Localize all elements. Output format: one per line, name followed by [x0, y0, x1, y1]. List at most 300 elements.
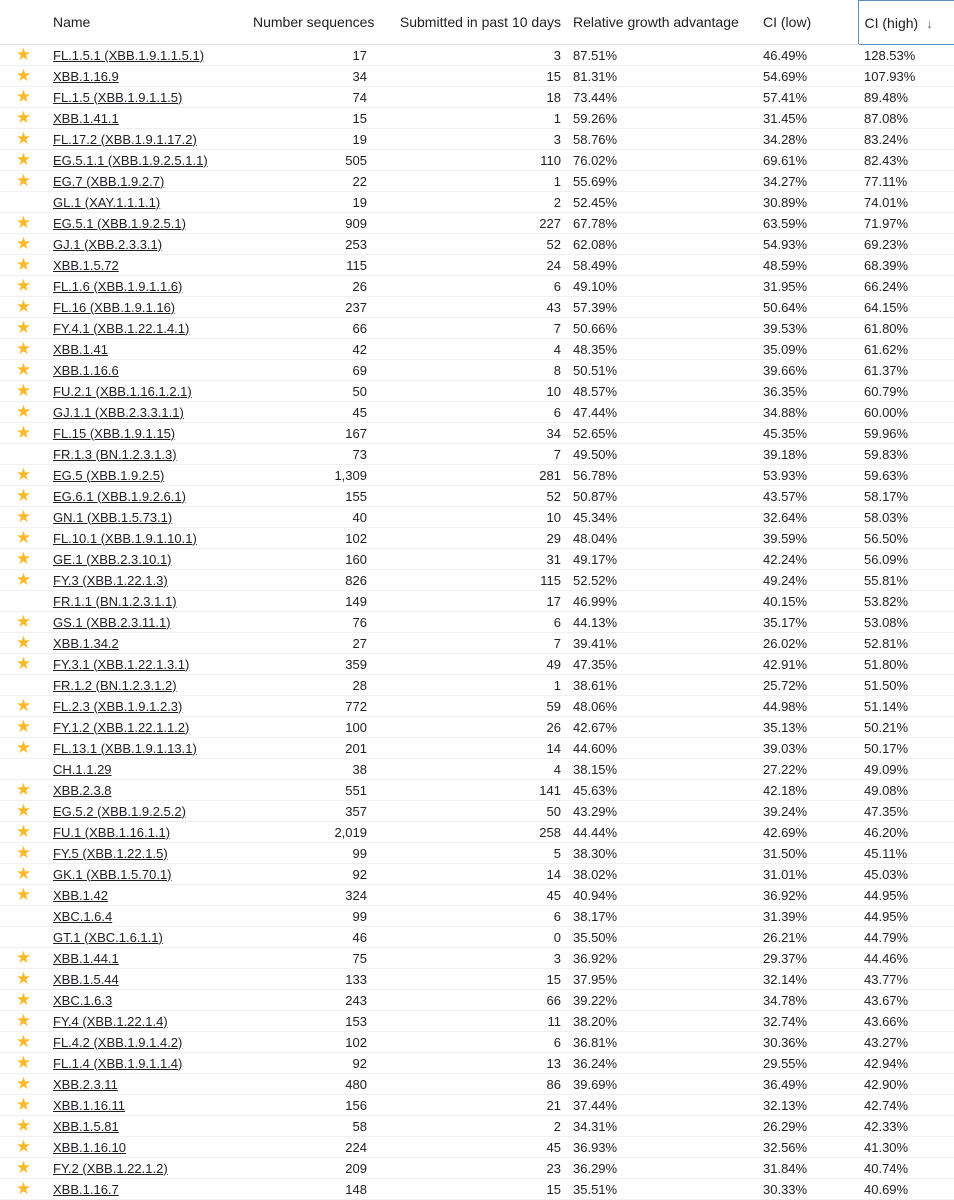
table-row[interactable] [0, 885, 954, 906]
star-icon[interactable]: ★ [15, 570, 32, 589]
star-cell[interactable] [0, 1158, 47, 1179]
variant-name-link[interactable]: XBB.1.16.10 [53, 1139, 126, 1155]
variant-name-link[interactable]: EG.5.1.1 (XBB.1.9.2.5.1.1) [53, 152, 208, 168]
star-cell[interactable] [0, 423, 47, 444]
table-row[interactable] [0, 549, 954, 570]
star-cell[interactable] [0, 1095, 47, 1116]
header-submitted[interactable]: Submitted in past 10 days [373, 1, 567, 45]
star-icon[interactable]: ★ [15, 885, 32, 904]
table-row[interactable] [0, 738, 954, 759]
variant-name-cell [47, 717, 247, 738]
star-icon[interactable]: ★ [15, 255, 32, 274]
arrow-down-icon[interactable]: ↓ [926, 15, 933, 31]
table-row[interactable] [0, 1137, 954, 1158]
variant-name-link[interactable]: FL.1.4 (XBB.1.9.1.1.4) [53, 1055, 183, 1071]
star-cell[interactable] [0, 318, 47, 339]
star-cell[interactable] [0, 549, 47, 570]
variant-name-link[interactable]: FY.4.1 (XBB.1.22.1.4.1) [53, 320, 190, 336]
star-cell[interactable] [0, 360, 47, 381]
variant-name-link[interactable]: XBC.1.6.4 [53, 908, 113, 924]
variant-name-link[interactable]: FL.2.3 (XBB.1.9.1.2.3) [53, 698, 183, 714]
table-row[interactable] [0, 360, 954, 381]
ci-high-cell: 58.03% [858, 507, 954, 528]
submitted-cell: 10 [373, 507, 567, 528]
ci-low-cell: 57.41% [757, 87, 858, 108]
growth-cell: 40.94% [567, 885, 757, 906]
growth-cell: 49.17% [567, 549, 757, 570]
table-row[interactable] [0, 696, 954, 717]
star-cell[interactable] [0, 507, 47, 528]
variant-name-link[interactable]: XBB.1.5.72 [53, 257, 119, 273]
variant-name-link[interactable]: FL.16 (XBB.1.9.1.16) [53, 299, 176, 315]
star-icon[interactable]: ★ [15, 780, 32, 799]
submitted-cell: 5 [373, 843, 567, 864]
table-row[interactable] [0, 612, 954, 633]
growth-cell: 39.22% [567, 990, 757, 1011]
star-cell[interactable] [0, 192, 47, 213]
growth-cell: 57.39% [567, 297, 757, 318]
ci-low-cell: 25.72% [757, 675, 858, 696]
table-row[interactable] [0, 1074, 954, 1095]
growth-cell: 81.31% [567, 66, 757, 87]
star-icon[interactable]: ★ [15, 276, 32, 295]
ci-low-cell: 32.14% [757, 969, 858, 990]
star-icon[interactable]: ★ [15, 108, 32, 127]
table-row[interactable] [0, 234, 954, 255]
growth-cell: 52.52% [567, 570, 757, 591]
variant-name-link[interactable]: FL.1.5 (XBB.1.9.1.1.5) [53, 89, 183, 105]
variant-name-link[interactable]: XBC.1.6.3 [53, 992, 113, 1008]
submitted-cell: 14 [373, 738, 567, 759]
star-cell[interactable] [0, 1179, 47, 1200]
table-row[interactable] [0, 465, 954, 486]
table-row[interactable] [0, 297, 954, 318]
variant-name-link[interactable]: FU.2.1 (XBB.1.16.1.2.1) [53, 383, 192, 399]
variant-name-link[interactable]: FR.1.1 (BN.1.2.3.1.1) [53, 593, 177, 609]
variant-name-link[interactable]: GE.1 (XBB.2.3.10.1) [53, 551, 172, 567]
number-sequences-cell: 201 [247, 738, 373, 759]
variant-name-link[interactable]: XBB.2.3.8 [53, 782, 112, 798]
table-row[interactable] [0, 318, 954, 339]
star-icon[interactable]: ★ [15, 1011, 32, 1030]
submitted-cell: 15 [373, 66, 567, 87]
star-cell[interactable] [0, 171, 47, 192]
number-sequences-cell: 66 [247, 318, 373, 339]
variant-name-link[interactable]: FY.4 (XBB.1.22.1.4) [53, 1013, 168, 1029]
number-sequences-cell: 69 [247, 360, 373, 381]
star-cell[interactable] [0, 87, 47, 108]
star-icon[interactable]: ★ [15, 717, 32, 736]
star-icon[interactable]: ★ [15, 1032, 32, 1051]
variant-name-link[interactable]: FY.2 (XBB.1.22.1.2) [53, 1160, 168, 1176]
variant-name-link[interactable]: GS.1 (XBB.2.3.11.1) [53, 614, 171, 630]
ci-low-cell: 27.22% [757, 759, 858, 780]
variant-name-cell [47, 276, 247, 297]
table-row[interactable] [0, 843, 954, 864]
star-icon[interactable]: ★ [15, 948, 32, 967]
table-row[interactable] [0, 129, 954, 150]
star-cell[interactable] [0, 822, 47, 843]
table-row[interactable] [0, 87, 954, 108]
ci-low-cell: 31.01% [757, 864, 858, 885]
variant-name-link[interactable]: FL.1.6 (XBB.1.9.1.1.6) [53, 278, 183, 294]
header-ci-low[interactable]: CI (low) [757, 1, 858, 45]
variant-name-cell [47, 87, 247, 108]
star-cell[interactable] [0, 297, 47, 318]
star-icon[interactable]: ★ [15, 1095, 32, 1114]
star-icon[interactable]: ★ [15, 864, 32, 883]
table-row[interactable] [0, 759, 954, 780]
star-icon[interactable]: ★ [15, 45, 32, 64]
variant-name-link[interactable]: FY.5 (XBB.1.22.1.5) [53, 845, 168, 861]
variant-name-link[interactable]: XBB.1.16.7 [53, 1181, 119, 1197]
star-icon[interactable]: ★ [15, 87, 32, 106]
number-sequences-cell: 22 [247, 171, 373, 192]
ci-high-cell: 61.80% [858, 318, 954, 339]
ci-high-cell: 128.53% [858, 45, 954, 66]
star-cell[interactable] [0, 45, 47, 66]
variant-name-link[interactable]: GN.1 (XBB.1.5.73.1) [53, 509, 173, 525]
variant-name-cell [47, 675, 247, 696]
star-cell[interactable] [0, 738, 47, 759]
star-cell[interactable] [0, 759, 47, 780]
ci-low-cell: 46.49% [757, 45, 858, 66]
star-icon[interactable]: ★ [15, 318, 32, 337]
submitted-cell: 2 [373, 192, 567, 213]
star-cell[interactable] [0, 486, 47, 507]
star-cell[interactable] [0, 675, 47, 696]
star-cell[interactable] [0, 717, 47, 738]
star-cell[interactable] [0, 150, 47, 171]
star-icon[interactable]: ★ [15, 549, 32, 568]
variant-name-link[interactable]: FL.10.1 (XBB.1.9.1.10.1) [53, 530, 197, 546]
star-icon[interactable]: ★ [15, 801, 32, 820]
star-icon[interactable]: ★ [15, 486, 32, 505]
star-cell[interactable] [0, 66, 47, 87]
submitted-cell: 6 [373, 906, 567, 927]
star-cell[interactable] [0, 1074, 47, 1095]
variant-name-link[interactable]: FL.4.2 (XBB.1.9.1.4.2) [53, 1034, 183, 1050]
variant-name-link[interactable]: GJ.1.1 (XBB.2.3.3.1.1) [53, 404, 184, 420]
variant-name-link[interactable]: XBB.1.41.1 [53, 110, 119, 126]
star-cell[interactable] [0, 402, 47, 423]
submitted-cell: 23 [373, 1158, 567, 1179]
star-icon[interactable]: ★ [15, 654, 32, 673]
table-row[interactable] [0, 381, 954, 402]
number-sequences-cell: 324 [247, 885, 373, 906]
ci-low-cell: 36.49% [757, 1074, 858, 1095]
ci-low-cell: 34.88% [757, 402, 858, 423]
variant-name-link[interactable]: XBB.1.42 [53, 887, 108, 903]
star-cell[interactable] [0, 801, 47, 822]
table-row[interactable] [0, 402, 954, 423]
star-icon[interactable]: ★ [15, 297, 32, 316]
table-row[interactable] [0, 654, 954, 675]
variant-name-link[interactable]: EG.5 (XBB.1.9.2.5) [53, 467, 165, 483]
variant-name-link[interactable]: GJ.1 (XBB.2.3.3.1) [53, 236, 163, 252]
table-row[interactable] [0, 150, 954, 171]
star-cell[interactable] [0, 1032, 47, 1053]
submitted-cell: 7 [373, 444, 567, 465]
star-cell[interactable] [0, 108, 47, 129]
variant-name-link[interactable]: FU.1 (XBB.1.16.1.1) [53, 824, 171, 840]
table-row[interactable] [0, 591, 954, 612]
star-icon[interactable]: ★ [15, 402, 32, 421]
star-cell[interactable] [0, 948, 47, 969]
star-cell[interactable] [0, 654, 47, 675]
star-icon[interactable]: ★ [15, 339, 32, 358]
table-row[interactable] [0, 801, 954, 822]
variant-name-link[interactable]: EG.5.2 (XBB.1.9.2.5.2) [53, 803, 186, 819]
star-cell[interactable] [0, 990, 47, 1011]
variant-name-cell [47, 192, 247, 213]
star-cell[interactable] [0, 276, 47, 297]
table-row[interactable] [0, 948, 954, 969]
star-cell[interactable] [0, 1137, 47, 1158]
ci-high-cell: 45.03% [858, 864, 954, 885]
variant-name-link[interactable]: FR.1.2 (BN.1.2.3.1.2) [53, 677, 177, 693]
number-sequences-cell: 19 [247, 129, 373, 150]
star-icon[interactable]: ★ [15, 171, 32, 190]
variant-name-link[interactable]: GK.1 (XBB.1.5.70.1) [53, 866, 172, 882]
table-row[interactable] [0, 927, 954, 948]
star-cell[interactable] [0, 885, 47, 906]
star-cell[interactable] [0, 234, 47, 255]
star-cell[interactable] [0, 1116, 47, 1137]
variant-name-link[interactable]: FL.17.2 (XBB.1.9.1.17.2) [53, 131, 197, 147]
variant-name-link[interactable]: CH.1.1.29 [53, 761, 112, 777]
star-icon[interactable]: ★ [15, 150, 32, 169]
variant-name-link[interactable]: XBB.1.5.81 [53, 1118, 119, 1134]
ci-low-cell: 39.18% [757, 444, 858, 465]
star-cell[interactable] [0, 612, 47, 633]
variant-name-link[interactable]: FY.3.1 (XBB.1.22.1.3.1) [53, 656, 190, 672]
submitted-cell: 43 [373, 297, 567, 318]
ci-high-cell: 60.00% [858, 402, 954, 423]
table-row[interactable] [0, 1179, 954, 1200]
growth-cell: 47.35% [567, 654, 757, 675]
star-cell[interactable] [0, 780, 47, 801]
star-cell[interactable] [0, 1053, 47, 1074]
variant-name-link[interactable]: EG.7 (XBB.1.9.2.7) [53, 173, 165, 189]
number-sequences-cell: 74 [247, 87, 373, 108]
table-row[interactable] [0, 339, 954, 360]
table-row[interactable] [0, 276, 954, 297]
table-row[interactable] [0, 675, 954, 696]
submitted-cell: 52 [373, 234, 567, 255]
star-icon[interactable]: ★ [15, 507, 32, 526]
growth-cell: 50.87% [567, 486, 757, 507]
growth-cell: 38.17% [567, 906, 757, 927]
star-icon[interactable]: ★ [15, 1158, 32, 1177]
ci-high-cell: 51.50% [858, 675, 954, 696]
ci-high-cell: 43.77% [858, 969, 954, 990]
star-icon[interactable]: ★ [15, 234, 32, 253]
table-row[interactable] [0, 570, 954, 591]
variant-name-cell [47, 318, 247, 339]
table-row[interactable] [0, 255, 954, 276]
variant-name-link[interactable]: XBB.2.3.11 [53, 1076, 118, 1092]
star-cell[interactable] [0, 1011, 47, 1032]
variant-name-link[interactable]: EG.5.1 (XBB.1.9.2.5.1) [53, 215, 186, 231]
variant-name-link[interactable]: FY.3 (XBB.1.22.1.3) [53, 572, 168, 588]
star-icon[interactable]: ★ [15, 528, 32, 547]
table-row[interactable] [0, 45, 954, 66]
star-icon[interactable]: ★ [15, 213, 32, 232]
header-number-sequences[interactable]: Number sequences [247, 1, 373, 45]
header-name[interactable]: Name [47, 1, 247, 45]
submitted-cell: 0 [373, 927, 567, 948]
ci-high-cell: 82.43% [858, 150, 954, 171]
variant-name-link[interactable]: XBB.1.41 [53, 341, 108, 357]
table-row[interactable] [0, 66, 954, 87]
star-cell[interactable] [0, 339, 47, 360]
variant-name-link[interactable]: FR.1.3 (BN.1.2.3.1.3) [53, 446, 177, 462]
variant-name-link[interactable]: XBB.1.16.9 [53, 68, 119, 84]
star-cell[interactable] [0, 906, 47, 927]
star-cell[interactable] [0, 633, 47, 654]
ci-high-cell: 43.66% [858, 1011, 954, 1032]
table-row[interactable] [0, 822, 954, 843]
submitted-cell: 227 [373, 213, 567, 234]
star-cell[interactable] [0, 696, 47, 717]
table-row[interactable] [0, 213, 954, 234]
number-sequences-cell: 75 [247, 948, 373, 969]
table-row[interactable] [0, 444, 954, 465]
table-row[interactable] [0, 780, 954, 801]
star-icon[interactable]: ★ [15, 129, 32, 148]
star-cell[interactable] [0, 465, 47, 486]
star-icon[interactable]: ★ [15, 66, 32, 85]
star-cell[interactable] [0, 927, 47, 948]
star-icon[interactable]: ★ [15, 969, 32, 988]
header-growth[interactable]: Relative growth advantage [567, 1, 757, 45]
submitted-cell: 141 [373, 780, 567, 801]
ci-high-cell: 74.01% [858, 192, 954, 213]
ci-high-cell: 45.11% [858, 843, 954, 864]
star-cell[interactable] [0, 129, 47, 150]
star-icon[interactable]: ★ [15, 1053, 32, 1072]
star-icon[interactable]: ★ [15, 360, 32, 379]
table-row[interactable] [0, 171, 954, 192]
header-ci-high[interactable]: CI (high) ↓ [858, 1, 954, 45]
growth-cell: 48.57% [567, 381, 757, 402]
submitted-cell: 34 [373, 423, 567, 444]
ci-low-cell: 40.15% [757, 591, 858, 612]
star-icon[interactable]: ★ [15, 612, 32, 631]
star-icon[interactable]: ★ [15, 1179, 32, 1198]
number-sequences-cell: 551 [247, 780, 373, 801]
star-cell[interactable] [0, 591, 47, 612]
submitted-cell: 21 [373, 1095, 567, 1116]
variant-name-link[interactable]: XBB.1.5.44 [53, 971, 119, 987]
star-icon[interactable]: ★ [15, 633, 32, 652]
star-cell[interactable] [0, 528, 47, 549]
variant-name-link[interactable]: XBB.1.16.11 [53, 1097, 126, 1113]
star-cell[interactable] [0, 843, 47, 864]
star-cell[interactable] [0, 864, 47, 885]
star-icon[interactable]: ★ [15, 843, 32, 862]
table-row[interactable] [0, 864, 954, 885]
ci-low-cell: 44.98% [757, 696, 858, 717]
variant-name-cell [47, 234, 247, 255]
number-sequences-cell: 38 [247, 759, 373, 780]
star-icon[interactable]: ★ [15, 381, 32, 400]
star-icon[interactable]: ★ [15, 696, 32, 715]
growth-cell: 38.20% [567, 1011, 757, 1032]
table-row[interactable] [0, 192, 954, 213]
number-sequences-cell: 99 [247, 906, 373, 927]
star-cell[interactable] [0, 444, 47, 465]
variant-name-link[interactable]: FL.15 (XBB.1.9.1.15) [53, 425, 176, 441]
table-row[interactable] [0, 1095, 954, 1116]
variant-name-link[interactable]: XBB.1.34.2 [53, 635, 119, 651]
number-sequences-cell: 357 [247, 801, 373, 822]
star-cell[interactable] [0, 255, 47, 276]
ci-low-cell: 50.64% [757, 297, 858, 318]
star-cell[interactable] [0, 213, 47, 234]
table-row[interactable] [0, 423, 954, 444]
star-cell[interactable] [0, 570, 47, 591]
table-row[interactable] [0, 633, 954, 654]
star-icon[interactable]: ★ [15, 990, 32, 1009]
table-row[interactable] [0, 1158, 954, 1179]
star-icon[interactable]: ★ [15, 465, 32, 484]
star-cell[interactable] [0, 969, 47, 990]
ci-high-cell: 40.69% [858, 1179, 954, 1200]
table-row[interactable] [0, 528, 954, 549]
table-row[interactable] [0, 507, 954, 528]
variant-name-cell [47, 1095, 247, 1116]
star-icon[interactable]: ★ [15, 1137, 32, 1156]
variant-name-link[interactable]: FL.1.5.1 (XBB.1.9.1.1.5.1) [53, 47, 205, 63]
variant-name-link[interactable]: XBB.1.44.1 [53, 950, 119, 966]
star-icon[interactable]: ★ [15, 738, 32, 757]
ci-high-cell: 89.48% [858, 87, 954, 108]
variant-name-link[interactable]: FY.1.2 (XBB.1.22.1.1.2) [53, 719, 190, 735]
table-row[interactable] [0, 1116, 954, 1137]
variant-name-link[interactable]: GL.1 (XAY.1.1.1.1) [53, 194, 161, 210]
number-sequences-cell: 15 [247, 108, 373, 129]
ci-low-cell: 48.59% [757, 255, 858, 276]
table-row[interactable] [0, 486, 954, 507]
variant-name-link[interactable]: XBB.1.16.6 [53, 362, 119, 378]
table-row[interactable] [0, 906, 954, 927]
table-row[interactable] [0, 990, 954, 1011]
variant-name-link[interactable]: FL.13.1 (XBB.1.9.1.13.1) [53, 740, 197, 756]
table-row[interactable] [0, 1032, 954, 1053]
table-row[interactable] [0, 108, 954, 129]
submitted-cell: 86 [373, 1074, 567, 1095]
table-row[interactable] [0, 969, 954, 990]
number-sequences-cell: 237 [247, 297, 373, 318]
variant-name-link[interactable]: EG.6.1 (XBB.1.9.2.6.1) [53, 488, 186, 504]
ci-low-cell: 31.50% [757, 843, 858, 864]
table-row[interactable] [0, 717, 954, 738]
star-icon[interactable]: ★ [15, 423, 32, 442]
star-icon[interactable]: ★ [15, 1074, 32, 1093]
variant-name-link[interactable]: GT.1 (XBC.1.6.1.1) [53, 929, 163, 945]
ci-low-cell: 31.45% [757, 108, 858, 129]
table-row[interactable] [0, 1011, 954, 1032]
star-cell[interactable] [0, 381, 47, 402]
submitted-cell: 50 [373, 801, 567, 822]
ci-high-cell: 43.67% [858, 990, 954, 1011]
star-icon[interactable]: ★ [15, 822, 32, 841]
star-icon[interactable]: ★ [15, 1116, 32, 1135]
ci-low-cell: 31.84% [757, 1158, 858, 1179]
table-row[interactable] [0, 1053, 954, 1074]
